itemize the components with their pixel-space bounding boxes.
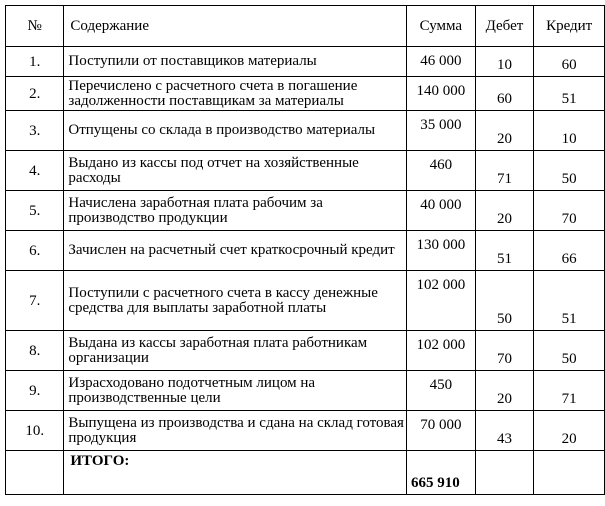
- row-debit: 20: [475, 371, 534, 411]
- row-content: Выпущена из производства и сдана на склад готовая продукция: [64, 411, 407, 451]
- row-num: 3.: [6, 111, 64, 151]
- table-row: [6, 77, 605, 111]
- row-credit: 60: [534, 47, 605, 77]
- row-debit: 10: [475, 47, 534, 77]
- total-label: ИТОГО:: [64, 451, 407, 495]
- row-credit: 20: [534, 411, 605, 451]
- row-sum: 46 000: [407, 47, 476, 77]
- table-row: [6, 411, 605, 451]
- row-debit: 51: [475, 231, 534, 271]
- row-sum: 70 000: [407, 411, 476, 451]
- row-credit: 70: [534, 191, 605, 231]
- row-content: Выдано из кассы под отчет на хозяйственные расходы: [64, 151, 407, 191]
- row-debit: 70: [475, 331, 534, 371]
- row-sum: 450: [407, 371, 476, 411]
- row-sum: 460: [407, 151, 476, 191]
- row-sum: 102 000: [407, 271, 476, 331]
- row-sum: 35 000: [407, 111, 476, 151]
- row-num: 9.: [6, 371, 64, 411]
- row-credit: 51: [534, 77, 605, 111]
- row-debit: 20: [475, 191, 534, 231]
- row-content: Поступили от поставщиков материалы: [64, 47, 407, 77]
- row-credit: 50: [534, 331, 605, 371]
- table-row: [6, 271, 605, 331]
- table-row: [6, 47, 605, 77]
- header-debit: Дебет: [475, 6, 534, 47]
- table-row: [6, 151, 605, 191]
- row-debit: 60: [475, 77, 534, 111]
- table-row: [6, 191, 605, 231]
- row-num: 6.: [6, 231, 64, 271]
- total-credit-cell: [534, 451, 605, 495]
- row-content: Израсходовано подотчетным лицом на производственные цели: [64, 371, 407, 411]
- row-content: Начислена заработная плата рабочим за производство продукции: [64, 191, 407, 231]
- row-num: 5.: [6, 191, 64, 231]
- total-debit-cell: [475, 451, 534, 495]
- row-num: 1.: [6, 47, 64, 77]
- row-credit: 50: [534, 151, 605, 191]
- row-sum: 40 000: [407, 191, 476, 231]
- row-debit: 71: [475, 151, 534, 191]
- header-credit: Кредит: [534, 6, 605, 47]
- row-debit: 43: [475, 411, 534, 451]
- header-sum: Сумма: [407, 6, 476, 47]
- row-content: Отпущены со склада в производство материалы: [64, 111, 407, 151]
- row-num: 2.: [6, 77, 64, 111]
- row-sum: 130 000: [407, 231, 476, 271]
- header-num: №: [6, 6, 64, 47]
- row-content: Перечислено с расчетного счета в погашение задолженности поставщикам за материалы: [64, 77, 407, 111]
- row-credit: 10: [534, 111, 605, 151]
- row-credit: 71: [534, 371, 605, 411]
- row-debit: 50: [475, 271, 534, 331]
- table-header-row: [6, 6, 605, 47]
- total-num-cell: [6, 451, 64, 495]
- table-row: [6, 231, 605, 271]
- table-row: [6, 111, 605, 151]
- row-num: 4.: [6, 151, 64, 191]
- journal-table: [5, 5, 605, 495]
- table-row: [6, 371, 605, 411]
- row-content: Выдана из кассы заработная плата работникам организации: [64, 331, 407, 371]
- row-num: 8.: [6, 331, 64, 371]
- row-content: Поступили с расчетного счета в кассу денежные средства для выплаты заработной платы: [64, 271, 407, 331]
- row-sum: 140 000: [407, 77, 476, 111]
- row-credit: 66: [534, 231, 605, 271]
- row-content: Зачислен на расчетный счет краткосрочный кредит: [64, 231, 407, 271]
- total-sum: 665 910: [407, 451, 476, 495]
- row-num: 10.: [6, 411, 64, 451]
- row-sum: 102 000: [407, 331, 476, 371]
- table-row: [6, 331, 605, 371]
- total-row: [6, 451, 605, 495]
- row-num: 7.: [6, 271, 64, 331]
- row-debit: 20: [475, 111, 534, 151]
- row-credit: 51: [534, 271, 605, 331]
- header-content: Содержание: [64, 6, 407, 47]
